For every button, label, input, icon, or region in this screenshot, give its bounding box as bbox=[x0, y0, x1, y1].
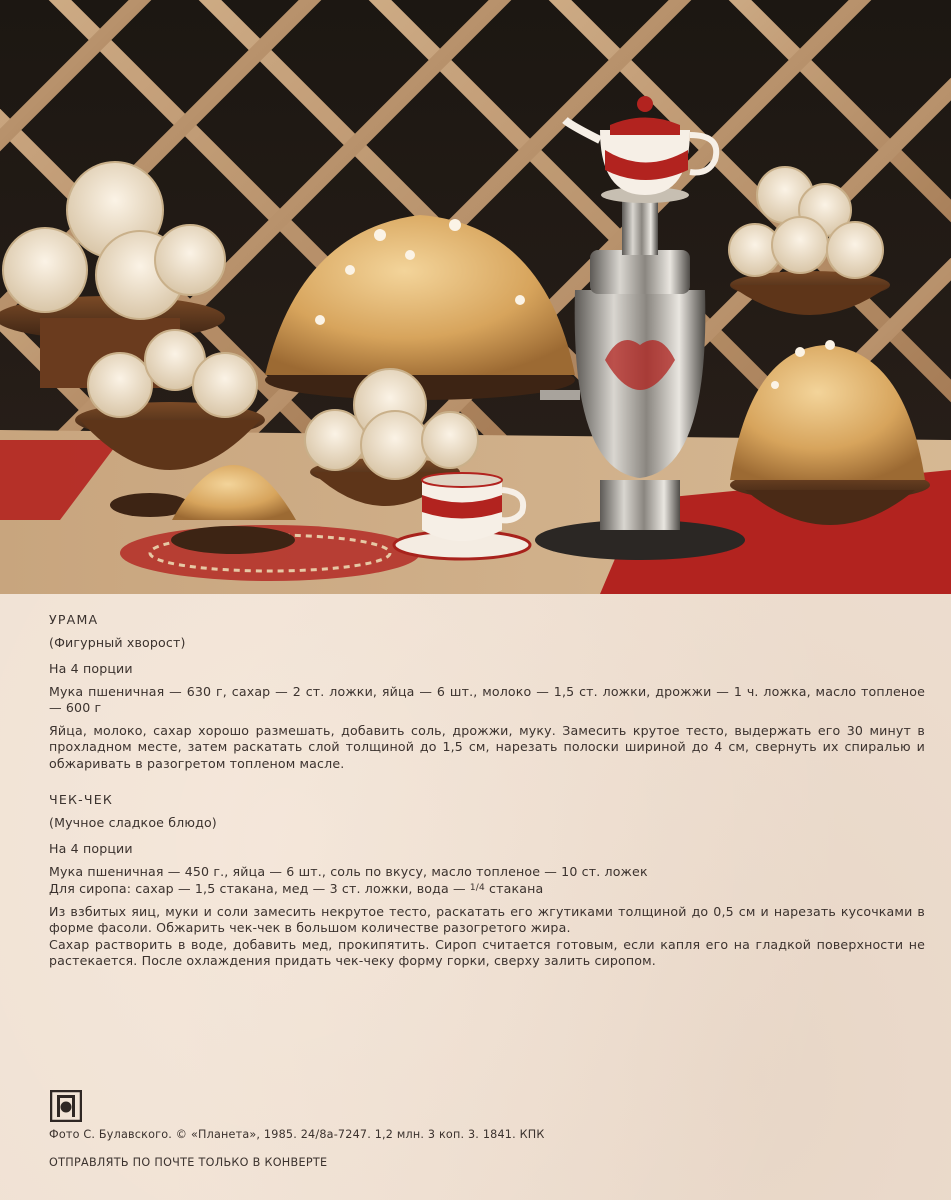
syrup-unit: стакана bbox=[489, 881, 544, 896]
recipe-method: Яйца, молоко, сахар хорошо размешать, добавить соль, дрожжи, муку. Замесить крутое тесто, выдержать его 30 минут в прохладном месте, затем раскатать слой толщиной до 1,5 см, нарезать полоски шириной до 4 см, свернуть их спиралью и обжаривать в разогретом топленом масле. bbox=[49, 722, 925, 771]
recipe-method-dough: Из взбитых яиц, муки и соли замесить некрутое тесто, раскатать его жгутиками толщиной до 0,5 см и нарезать кусочками в форме фасоли. Обжарить чек-чек в большом количестве разогретого жира. bbox=[49, 903, 925, 935]
recipe-chak-chak bbox=[49, 792, 925, 970]
recipe-method-syrup: Сахар растворить в воде, добавить мед, прокипятить. Сироп считается готовым, если капля его на гладкой поверхности не растекается. После охлаждения придать чек-чеку форму горки, сверху залить сиропом. bbox=[49, 936, 925, 968]
recipe-ingredients: Мука пшеничная — 450 г., яйца — 6 шт., соль по вкусу, масло топленое — 10 ст. ложек bbox=[49, 863, 648, 879]
recipe-ingredients: Мука пшеничная — 630 г, сахар — 2 ст. ложки, яйца — 6 шт., молоко — 1,5 ст. ложки, дрожжи — 1 ч. ложка, масло топленое — 600 г bbox=[49, 683, 925, 715]
recipe-title: УРАМА bbox=[49, 612, 99, 627]
photo-illustration bbox=[0, 0, 951, 594]
recipe-urama bbox=[49, 612, 925, 772]
publisher-logo-icon bbox=[50, 1090, 82, 1122]
mail-instruction: ОТПРАВЛЯТЬ ПО ПОЧТЕ ТОЛЬКО В КОНВЕРТЕ bbox=[49, 1156, 328, 1169]
recipe-portions: На 4 порции bbox=[49, 841, 133, 856]
recipe-title: ЧЕК-ЧЕК bbox=[49, 792, 114, 807]
recipes bbox=[49, 612, 925, 970]
recipe-portions: На 4 порции bbox=[49, 661, 133, 676]
food-photo bbox=[0, 0, 951, 594]
recipe-subtitle: (Фигурный хворост) bbox=[49, 634, 186, 650]
syrup-fraction: 1/4 bbox=[469, 883, 485, 893]
syrup-text: Для сиропа: сахар — 1,5 стакана, мед — 3 ст. ложки, вода — bbox=[49, 881, 470, 896]
photo-credits: Фото С. Булавского. © «Планета», 1985. 24/8а-7247. 1,2 млн. 3 коп. 3. 1841. КПК bbox=[49, 1128, 545, 1141]
recipe-syrup bbox=[49, 880, 925, 898]
recipe-subtitle: (Мучное сладкое блюдо) bbox=[49, 814, 217, 830]
